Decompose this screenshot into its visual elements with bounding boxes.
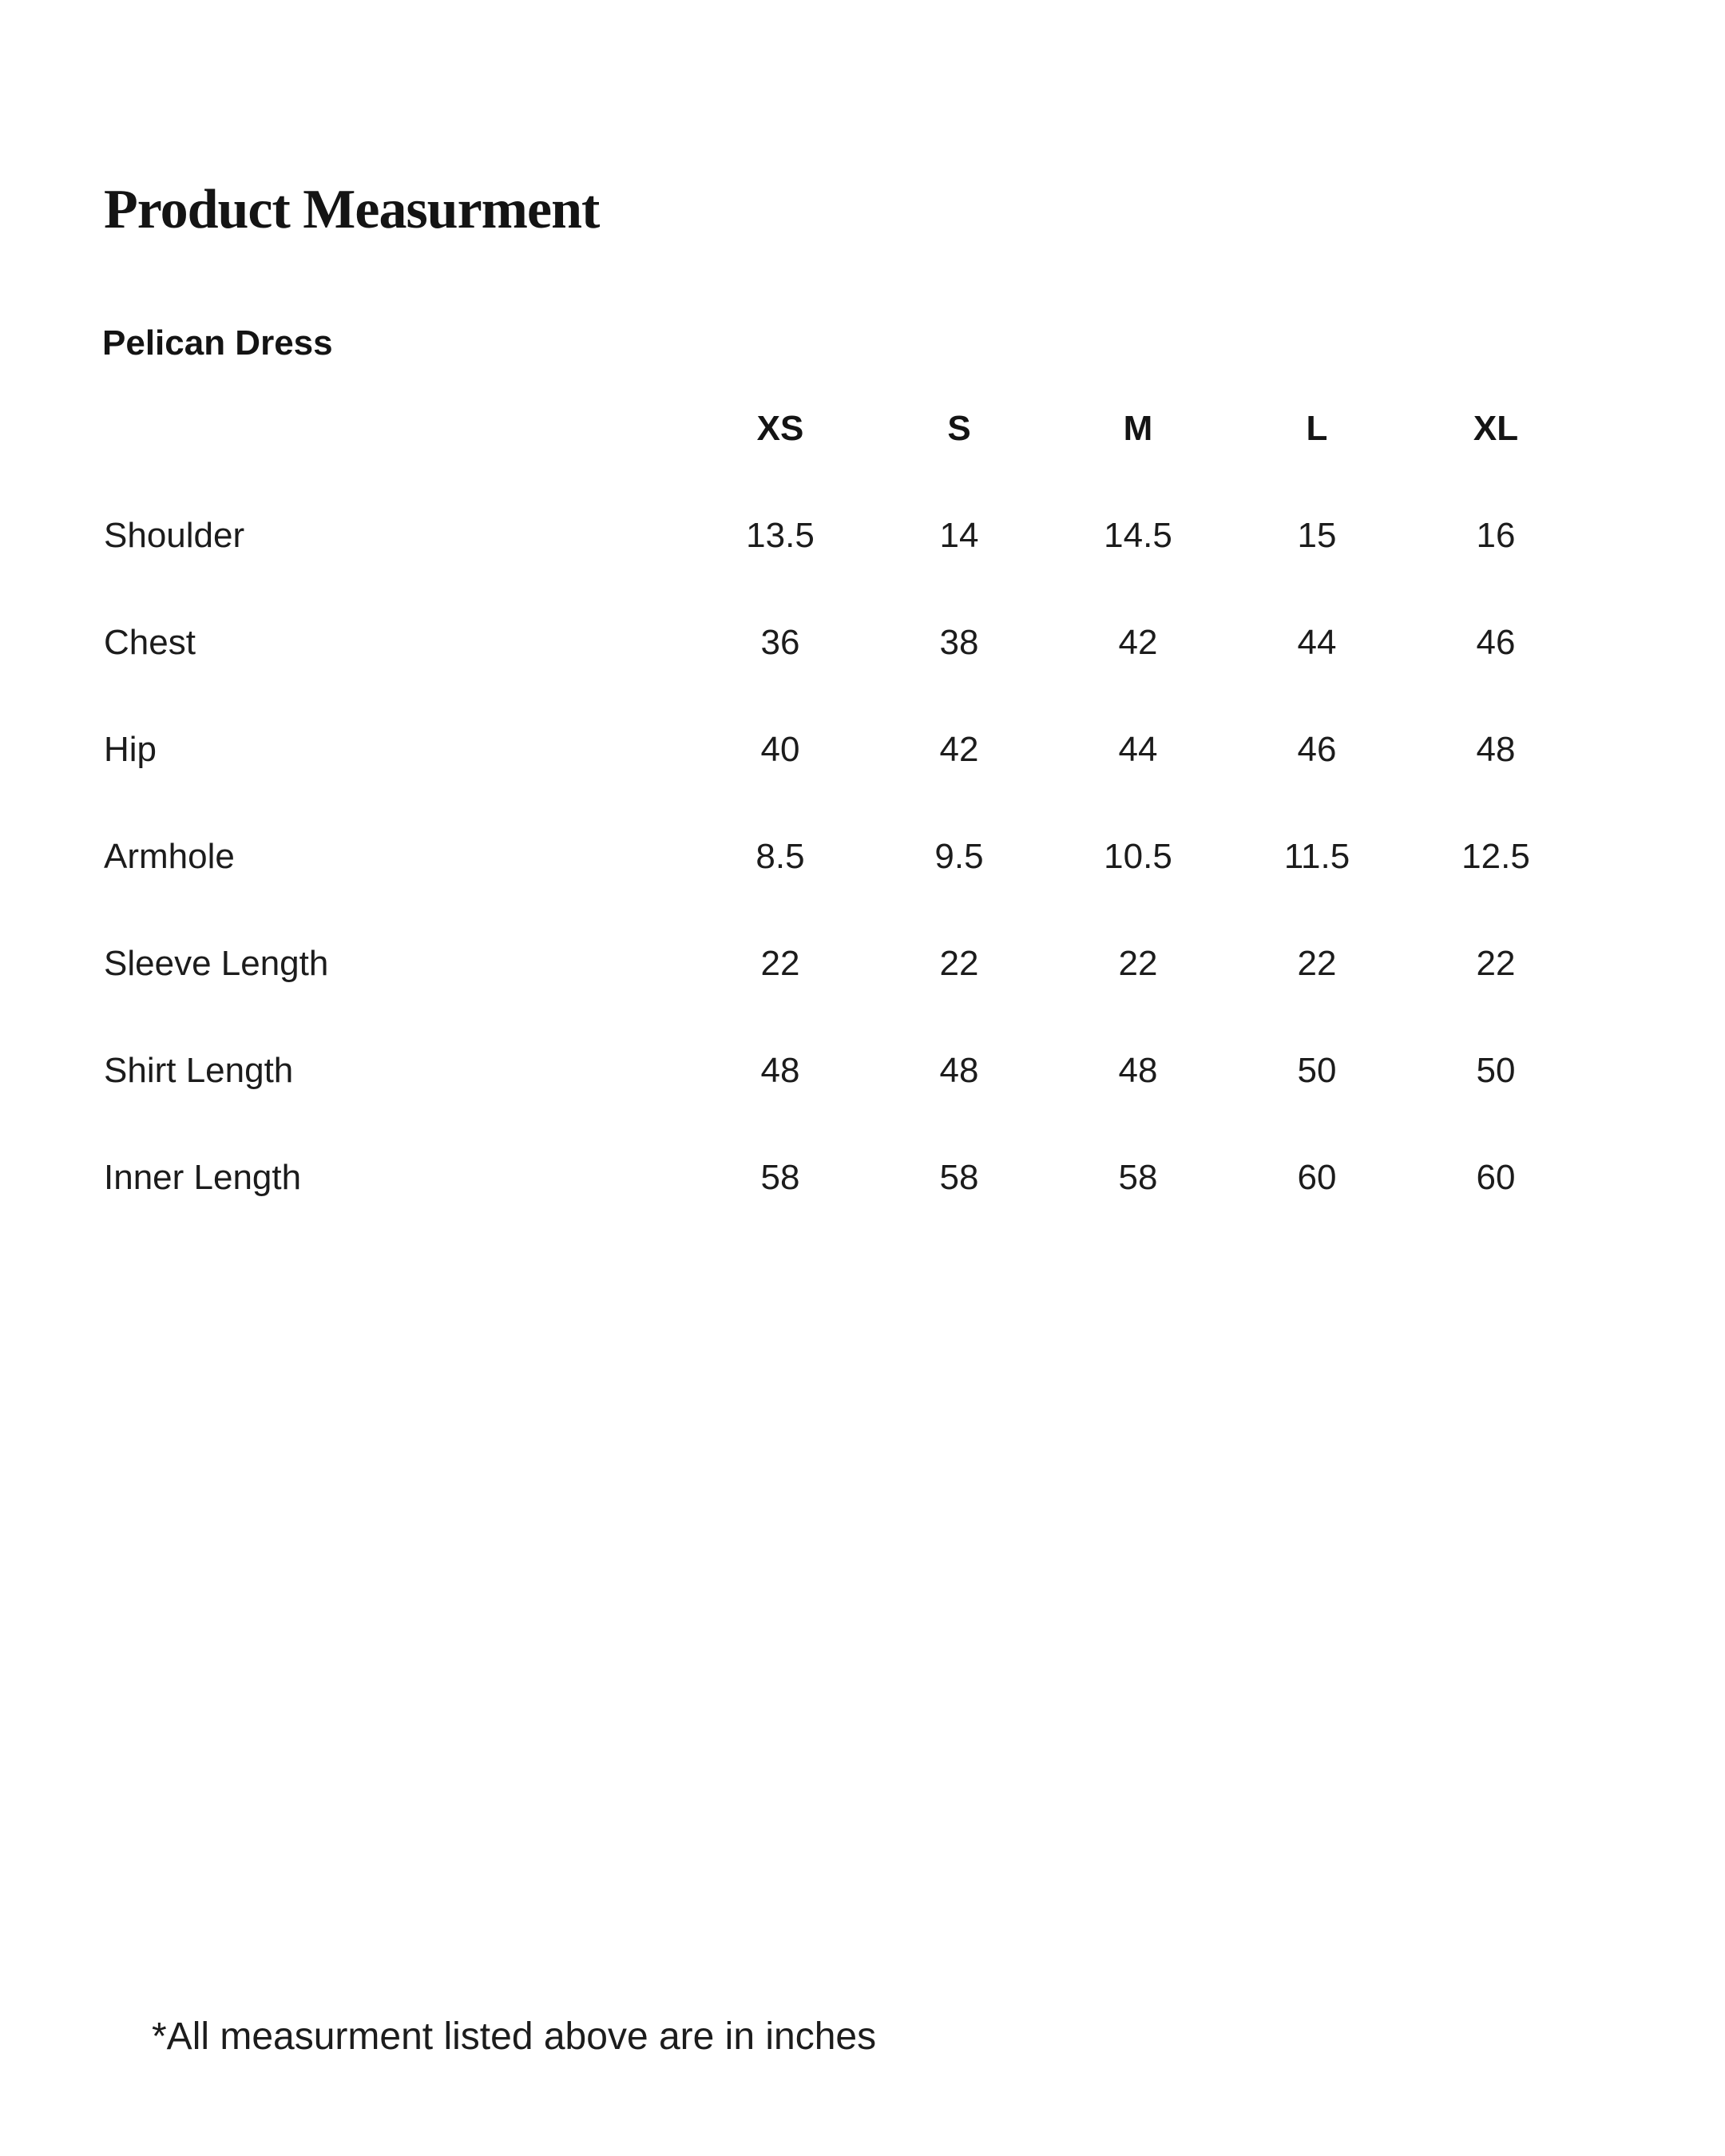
measurement-value: 58 xyxy=(939,1158,979,1197)
measurement-value: 22 xyxy=(1297,944,1337,983)
row-label-shirt-length: Shirt Length xyxy=(104,1051,294,1090)
row-label-inner-length: Inner Length xyxy=(104,1158,302,1197)
measurement-value: 16 xyxy=(1476,516,1516,555)
measurement-value: 14 xyxy=(939,516,979,555)
measurement-value: 9.5 xyxy=(934,837,984,876)
measurement-table xyxy=(104,375,1585,1231)
measurement-value: 48 xyxy=(939,1051,979,1090)
measurement-value: 46 xyxy=(1297,730,1337,769)
measurement-value: 60 xyxy=(1476,1158,1516,1197)
measurement-value: 13.5 xyxy=(746,516,815,555)
measurement-value: 36 xyxy=(760,623,800,662)
measurement-value: 48 xyxy=(760,1051,800,1090)
measurement-value: 40 xyxy=(760,730,800,769)
measurement-value: 60 xyxy=(1297,1158,1337,1197)
measurement-value: 8.5 xyxy=(755,837,805,876)
size-col-header-xl: XL xyxy=(1473,409,1519,448)
size-col-header-m: M xyxy=(1123,409,1153,448)
measurement-value: 50 xyxy=(1476,1051,1516,1090)
product-name-heading: Pelican Dress xyxy=(102,323,333,363)
measurement-value: 22 xyxy=(760,944,800,983)
measurement-value: 58 xyxy=(760,1158,800,1197)
measurement-value: 22 xyxy=(1476,944,1516,983)
size-col-header-xs: XS xyxy=(756,409,804,448)
row-label-shoulder: Shoulder xyxy=(104,516,245,555)
measurement-value: 38 xyxy=(939,623,979,662)
measurement-value: 15 xyxy=(1297,516,1337,555)
measurement-value: 48 xyxy=(1118,1051,1158,1090)
measurement-value: 50 xyxy=(1297,1051,1337,1090)
measurement-value: 58 xyxy=(1118,1158,1158,1197)
measurement-value: 14.5 xyxy=(1104,516,1172,555)
measurement-value: 22 xyxy=(1118,944,1158,983)
measurement-value: 22 xyxy=(939,944,979,983)
units-footnote: *All measurment listed above are in inches xyxy=(152,2015,877,2058)
size-col-header-l: L xyxy=(1306,409,1328,448)
measurement-value: 12.5 xyxy=(1461,837,1530,876)
measurement-value: 48 xyxy=(1476,730,1516,769)
row-label-armhole: Armhole xyxy=(104,837,235,876)
row-label-hip: Hip xyxy=(104,730,157,769)
measurement-value: 46 xyxy=(1476,623,1516,662)
measurement-value: 11.5 xyxy=(1283,837,1350,876)
measurement-value: 44 xyxy=(1297,623,1337,662)
measurement-value: 44 xyxy=(1118,730,1158,769)
size-col-header-s: S xyxy=(947,409,971,448)
measurement-value: 10.5 xyxy=(1104,837,1172,876)
page-title: Product Measurment xyxy=(104,179,600,240)
measurement-value: 42 xyxy=(1118,623,1158,662)
row-label-chest: Chest xyxy=(104,623,196,662)
row-label-sleeve-length: Sleeve Length xyxy=(104,944,329,983)
measurement-value: 42 xyxy=(939,730,979,769)
